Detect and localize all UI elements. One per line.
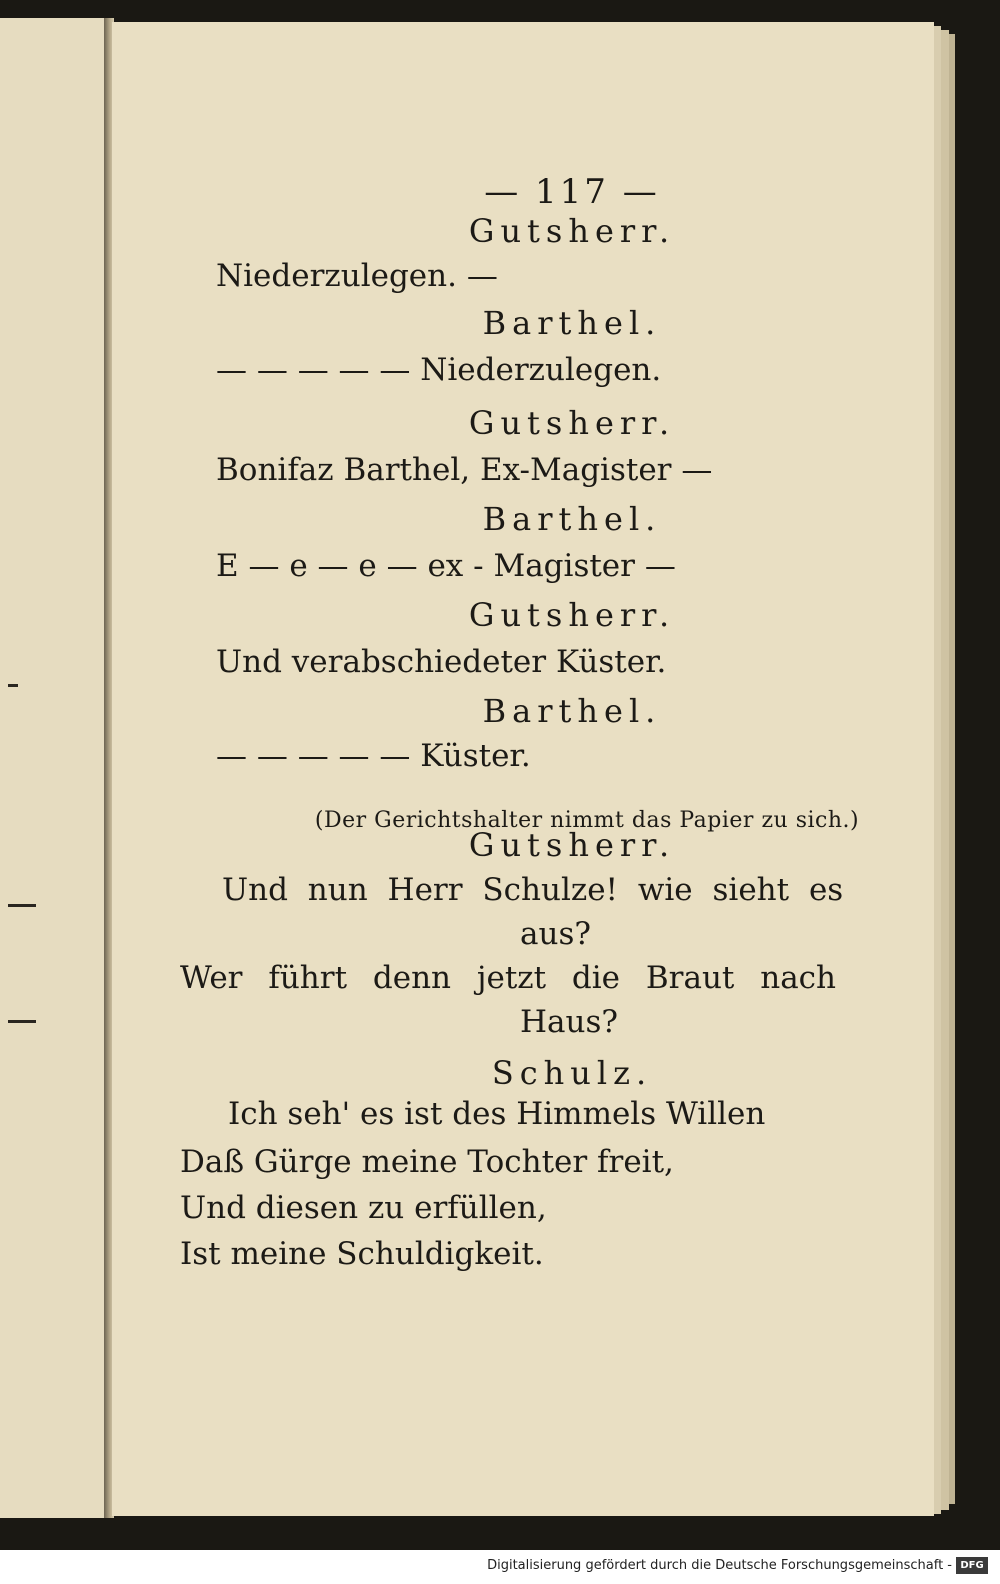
dfg-logo: DFG [956, 1557, 988, 1574]
speaker-name: Gutsherr. [468, 212, 676, 250]
bleed-mark [8, 684, 18, 687]
speaker-name: Gutsherr. [468, 404, 676, 442]
dialogue-line: Und nun Herr Schulze! wie sieht es [222, 872, 844, 908]
funding-credit: Digitalisierung gefördert durch die Deutsche Forschungsgemeinschaft - [487, 1558, 952, 1573]
dialogue-line: — — — — — Niederzulegen. [216, 352, 662, 388]
page-number: — 117 — [484, 172, 660, 212]
song-line: Ist meine Schuldigkeit. [180, 1236, 544, 1272]
dialogue-line: Und verabschiedeter Küster. [216, 644, 667, 680]
speaker-name: Barthel. [482, 500, 662, 538]
song-line: Daß Gürge meine Tochter freit, [180, 1144, 674, 1180]
song-line: Und diesen zu erfüllen, [180, 1190, 547, 1226]
song-line: Ich seh' es ist des Himmels Willen [228, 1096, 766, 1132]
speaker-name: Gutsherr. [468, 596, 676, 634]
speaker-name: Schulz. [491, 1054, 653, 1092]
left-page-edge [0, 18, 106, 1518]
dialogue-line: Wer führt denn jetzt die Braut nach [180, 960, 837, 996]
dialogue-line: E — e — e — ex - Magister — [216, 548, 676, 584]
dialogue-line: — — — — — Küster. [216, 738, 531, 774]
dialogue-line: Bonifaz Barthel, Ex-Magister — [216, 452, 713, 488]
bleed-mark [8, 904, 36, 907]
speaker-name: Barthel. [482, 692, 662, 730]
dialogue-line: aus? [520, 916, 591, 952]
page-edge [948, 34, 955, 1504]
stage-direction: (Der Gerichtshalter nimmt das Papier zu sich.) [314, 808, 860, 833]
footer-bar [0, 1550, 1000, 1584]
speaker-name: Barthel. [482, 304, 662, 342]
speaker-name: Gutsherr. [468, 826, 676, 864]
dialogue-line: Niederzulegen. — [216, 258, 498, 294]
book-page [112, 22, 934, 1516]
bleed-mark [8, 1020, 36, 1023]
page-edge [940, 30, 949, 1510]
dialogue-line: Haus? [520, 1004, 619, 1040]
